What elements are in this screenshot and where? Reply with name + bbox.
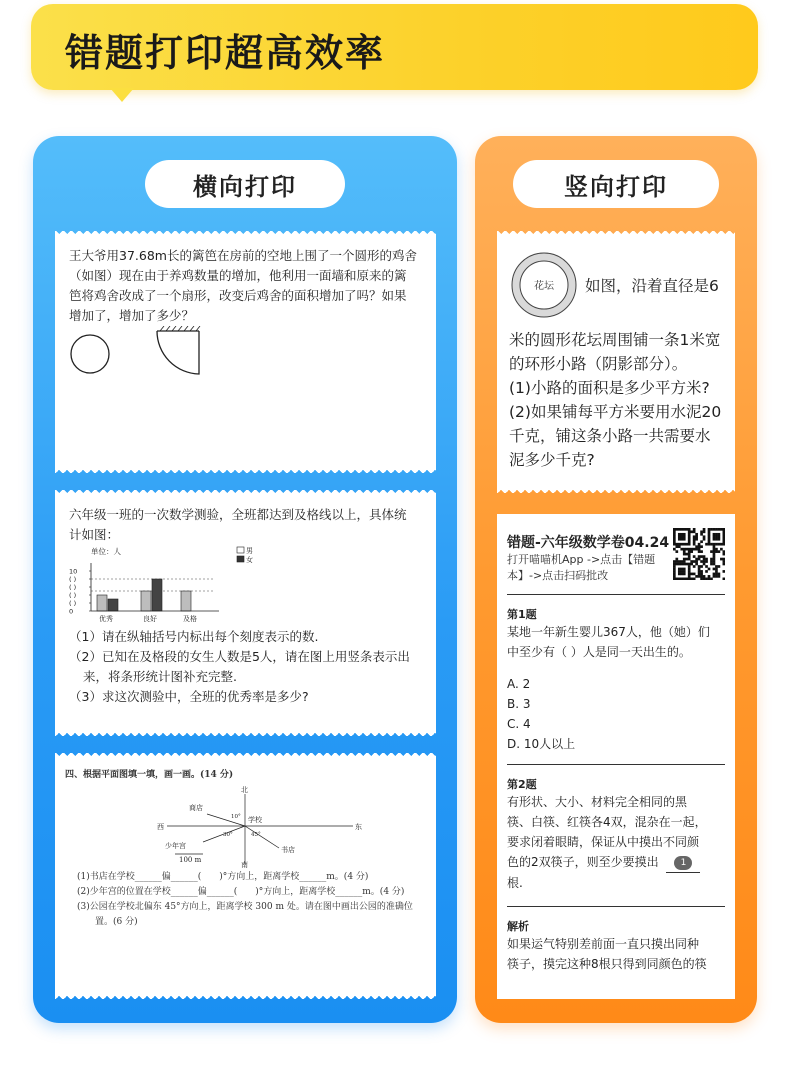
fill-item: (3)公园在学校北偏东 45°方向上，距离学校 300 m 处。请在图中画出公园的准确位 [77,902,413,912]
question-line: (1)小路的面积是多少平方米? [509,379,710,397]
direction-map [145,784,375,868]
question-text: 根. [507,876,523,890]
landscape-panel [33,136,457,1023]
question-line: 千克，铺这条小路一共需要水 [509,427,711,445]
analysis-text: 如果运气特别差前面一直只摸出同种 [507,937,700,951]
question-text: 筷、白筷、红筷各4双，混杂在一起， [507,815,707,829]
question-label: 第1题 [507,608,537,621]
chart-legend [237,546,253,564]
circle-shape [71,335,109,373]
sheet-title: 错题-六年级数学卷04.24 [507,535,670,551]
sector-shape [157,331,199,374]
question-line: (2)如果铺每平方米要用水泥20 [509,403,722,421]
landscape-card-1 [55,236,436,468]
option-a: A. 2 [507,677,531,691]
angle-3: 45° [251,832,261,838]
map-east: 东 [355,823,362,831]
divider [507,764,725,765]
portrait-label: 竖向打印 [513,160,719,208]
flower-bed-ring [509,250,579,320]
intro-line: 计如图： [69,527,120,542]
question-line: 米的圆形花坛周围铺一条1米宽 [509,331,721,349]
question-text: 有形状、大小、材料完全相同的黑 [507,795,688,809]
y-tick-label: ( ) [69,583,77,592]
bar-男-及格 [181,591,191,611]
legend-boys: 男 [246,547,253,555]
ring-label: 花坛 [534,281,554,292]
divider [507,594,725,595]
circle-sector-figure [65,326,205,386]
y-tick-label: ( ) [69,575,77,584]
y-tick-label: ( ) [69,599,77,608]
map-bookstore: 书店 [281,846,295,854]
angle-1: 10° [231,814,241,820]
question-text: 某地一年新生婴儿367人，他（她）们 [507,625,710,639]
map-west: 西 [157,823,164,831]
landscape-card-3 [55,758,436,994]
bar-chart [69,545,279,627]
question-label: 第2题 [507,778,537,791]
fill-item: 置。(6 分) [95,917,138,927]
bar-男-良好 [141,591,151,611]
fill-item: (2)少年宫的位置在学校______偏______( )°方向上，距离学校______m。(4 分) [77,887,405,897]
map-palace: 少年宫 [165,842,186,850]
map-scale: 100 m [179,856,202,864]
sheet-instruction: 本】->点击扫码批改 [507,569,609,582]
qr-code[interactable] [673,528,725,580]
bar-女-优秀 [108,599,118,611]
wall-hatching [160,326,200,331]
map-center: 学校 [248,816,262,824]
banner-title: 错题打印超高效率 [65,31,386,75]
answer-badge: 1 [674,856,692,870]
printed-sheet [497,514,735,999]
section-heading: 四、根据平面图填一填，画一画。(14 分) [65,770,234,780]
question-text: 中至少有（ ）人是同一天出生的。 [507,645,691,659]
chart-ylabel: 单位：人 [91,547,121,556]
intro-line: 六年级一班的一次数学测验，全班都达到及格线以上，具体统 [69,507,407,522]
angle-2: 30° [223,832,233,838]
landscape-label: 横向打印 [145,160,345,208]
x-category-label: 及格 [183,615,197,623]
question-line: 泥多少千克? [509,451,595,469]
map-shop: 商店 [189,804,203,812]
question-line: （如图）现在由于养鸡数量的增加，他利用一面墙和原来的篱 [69,268,407,283]
option-d: D. 10人以上 [507,737,576,751]
y-tick-label: 10 [69,567,78,576]
divider [507,906,725,907]
question-line: 笆将鸡舍改成了一个扇形，改变后鸡舍的面积增加了吗？如果 [69,288,407,303]
question-line: 的环形小路（阴影部分）。 [509,355,688,373]
analysis-label: 解析 [507,920,529,933]
banner-pointer [110,88,134,102]
sub-question: （3）求这次测验中，全班的优秀率是多少? [69,689,309,704]
sub-question: （2）已知在及格段的女生人数是5人，请在图上用竖条表示出 [69,649,410,664]
analysis-text: 筷子，摸完这种8根只得到同颜色的筷 [507,957,707,971]
header-banner [31,4,758,90]
landscape-card-2 [55,495,436,731]
bar-男-优秀 [97,595,107,611]
question-text: 要求闭着眼睛，保证从中摸出不同颜 [507,835,700,849]
portrait-panel [475,136,757,1023]
sub-question: 来，将条形统计图补充完整. [83,669,237,684]
bar-女-良好 [152,579,162,611]
option-b: B. 3 [507,697,531,711]
question-text: 色的2双筷子，则至少要摸出 [507,855,659,869]
fill-item: (1)书店在学校______偏______( )°方向上，距离学校______m。(4 分) [77,872,369,882]
x-category-label: 良好 [143,615,157,623]
x-category-label: 优秀 [99,615,113,623]
portrait-card-1 [497,236,735,488]
option-c: C. 4 [507,717,531,731]
y-tick-label: 0 [69,607,74,616]
question-line: 如图，沿着直径是6 [585,277,719,295]
sheet-instruction: 打开喵喵机App ->点击【错题 [507,553,656,566]
sub-question: （1）请在纵轴括号内标出每个刻度表示的数. [69,629,319,644]
question-line: 增加了，增加了多少？ [69,308,195,323]
legend-girls: 女 [246,556,253,564]
map-north: 北 [241,786,248,794]
map-south: 南 [241,861,248,868]
y-tick-label: ( ) [69,591,77,600]
question-line: 王大爷用37.68m长的篱笆在房前的空地上围了一个圆形的鸡舍 [69,248,417,263]
